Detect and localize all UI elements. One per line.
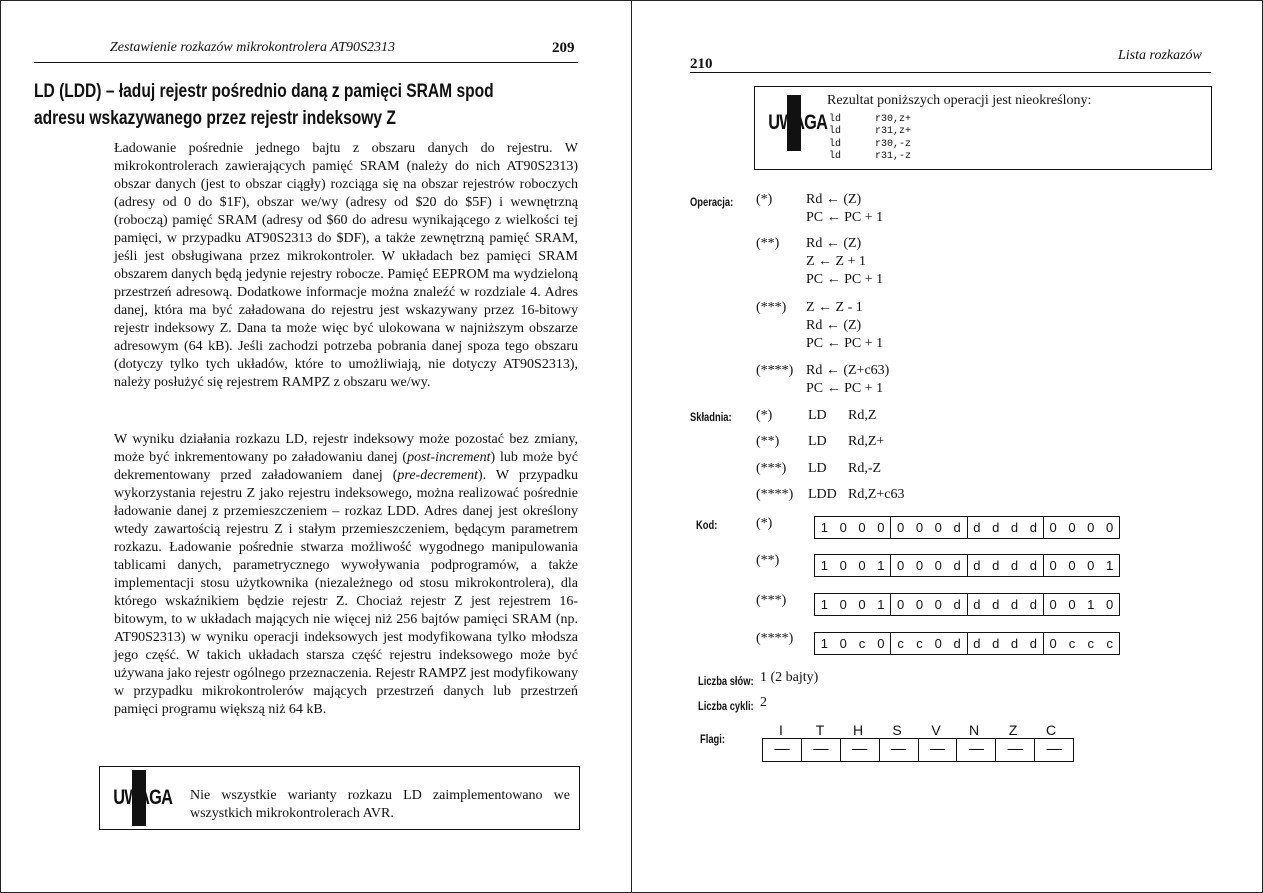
syntax-marker: (**) [756, 434, 780, 449]
flag-value: — [1046, 741, 1062, 757]
syntax-marker: (****) [756, 487, 794, 502]
opcode-nibble [1044, 555, 1119, 576]
code-line: ld r30,-z [829, 138, 912, 150]
flag-value: — [957, 739, 996, 761]
opcode-bit: d [973, 520, 981, 535]
code-marker: (***) [756, 593, 787, 608]
opcode-bit: d [1010, 558, 1019, 573]
syntax-mnemonic: LDD [808, 487, 837, 502]
opcode-bit: 0 [839, 520, 847, 535]
operation-line: PC ← PC + 1 [806, 381, 884, 396]
operation-line: Z ← Z + 1 [806, 254, 866, 269]
syntax-marker: (*) [756, 408, 773, 423]
opcode-bit: d [992, 636, 1000, 651]
syntax-operands: Rd,Z+c63 [848, 487, 905, 502]
opcode-encoding [814, 632, 1120, 655]
code-marker: (*) [756, 516, 773, 531]
paragraph-1: Ładowanie pośrednie jednego bajtu z obszaru danych do rejestru. W mikrokontrolerach zawierających pamięć SRAM (należy do nich AT90S2313) obszar danych (jest to obszar ciągły) rozciąga się na obszar rejestrów roboczych (adresy od 0 do $1F), obszar we/wy (adresy od $20 do $5F) i wewnętrzną (roboczą) pamięć SRAM (adresy od $60 do adresu wynikającego z wielkości tej pamięci, w przypadku AT90S2313 do $DF), a także zewnętrzną pamięć SRAM, jeśli jest obsługiwana przez mikrokontroler. W układach bez pamięci SRAM obszarem danych będą jedynie rejestry robocze. Pamięć EEPROM ma wydzieloną przestrzeń adresową. Dodatkowe informacje można znaleźć w rozdziale 4. Adres danej, która ma być załadowana do rejestru jest wskazywany przez 16-bitowy rejestr indeksowy Z. Dana ta może więc być ulokowana w najniższym obszarze adresowym (64 kB). Jeśli zachodzi potrzeba pobrania danej spoza tego obszaru (dotyczy tylko tych układów, które to umożliwiają, nie dotyczy AT90S2313), należy posłużyć się rejestrem RAMPZ z obszaru we/wy. [114, 141, 578, 390]
opcode-bit: d [992, 520, 1000, 535]
opcode-bit: 0 [915, 558, 924, 573]
opcode-bit: d [1029, 558, 1037, 573]
opcode-bit: 0 [897, 520, 905, 535]
uwaga-note-text: Nie wszystkie warianty rozkazu LD zaimplementowano we wszystkich mikrokontrolerach AVR. [190, 788, 570, 821]
cycles-value: 2 [760, 695, 767, 710]
opcode-bit: d [992, 558, 1000, 573]
syntax-operands: Rd,Z+ [848, 434, 885, 449]
flag-value: — [880, 739, 919, 761]
uwaga-note-box [99, 766, 580, 830]
flag-name: I [779, 722, 783, 738]
opcode-bit: d [1029, 636, 1037, 651]
opcode-bit: 0 [877, 520, 885, 535]
cycles-label: Liczba cykli: [698, 699, 754, 713]
opcode-bit: 0 [858, 558, 866, 573]
opcode-bit: 0 [934, 597, 942, 612]
opcode-bit: c [1087, 636, 1095, 651]
operation-line: PC ← PC + 1 [806, 272, 884, 287]
opcode-nibble [815, 555, 891, 576]
code-line: ld r31,-z [829, 150, 912, 162]
right-page [632, 0, 1263, 893]
flags-table [762, 738, 1074, 762]
code-marker: (**) [756, 553, 780, 568]
opcode-nibble [891, 633, 967, 654]
opcode-bit: 1 [820, 558, 829, 573]
code-label: Kod: [696, 518, 718, 532]
opcode-bit: d [1010, 597, 1019, 612]
heading-line-1: LD (LDD) – ładuj rejestr pośrednio daną z pamięci SRAM spod [34, 81, 494, 102]
code-line: ld r31,z+ [829, 126, 912, 138]
opcode-bit: 0 [839, 636, 847, 651]
opcode-bit: 0 [1068, 558, 1076, 573]
operation-marker: (****) [756, 363, 794, 378]
opcode-bit: 0 [897, 558, 905, 573]
flag-value: — [919, 739, 958, 761]
operation-line: PC ← PC + 1 [806, 336, 884, 351]
opcode-bit: 0 [1068, 520, 1076, 535]
flag-name: C [1045, 722, 1057, 738]
opcode-bit: 1 [820, 636, 829, 651]
uwaga-note-title: Rezultat poniższych operacji jest nieokreślony: [827, 93, 1092, 108]
opcode-nibble [1044, 633, 1119, 654]
header-rule [34, 62, 578, 63]
uwaga-warning-icon: UWAGA [761, 95, 827, 151]
opcode-encoding [814, 554, 1120, 577]
opcode-nibble [815, 594, 891, 615]
code-line: ld r30,z+ [829, 114, 912, 125]
left-page-number: 209 [552, 40, 575, 56]
opcode-bit: d [992, 597, 1000, 612]
opcode-bit: 0 [839, 558, 847, 573]
opcode-bit: 0 [934, 520, 942, 535]
flag-name: V [931, 722, 941, 738]
opcode-nibble [891, 594, 967, 615]
opcode-bit: c [916, 636, 923, 651]
operation-marker: (*) [756, 192, 773, 207]
undefined-code-list [829, 114, 911, 163]
opcode-bit: d [953, 636, 961, 651]
left-running-header: Zestawienie rozkazów mikrokontrolera AT90S2313 [110, 40, 396, 55]
opcode-bit: 0 [1087, 520, 1095, 535]
opcode-bit: c [897, 636, 904, 651]
syntax-operands: Rd,Z [848, 408, 877, 423]
right-running-header: Lista rozkazów [1118, 48, 1202, 63]
opcode-bit: c [858, 636, 866, 651]
opcode-nibble [815, 633, 891, 654]
operation-line: Rd ← (Z) [806, 192, 862, 207]
operation-line: Rd ← (Z) [806, 236, 862, 251]
opcode-nibble [891, 517, 967, 538]
opcode-bit: 1 [1087, 597, 1095, 612]
header-rule [690, 72, 1211, 73]
opcode-bit: d [1010, 636, 1019, 651]
operation-marker: (**) [756, 236, 780, 251]
opcode-bit: d [973, 597, 981, 612]
opcode-bit: 0 [915, 520, 924, 535]
opcode-bit: d [953, 597, 961, 612]
opcode-nibble [968, 594, 1044, 615]
words-label: Liczba słów: [698, 674, 754, 688]
opcode-nibble [968, 633, 1044, 654]
opcode-bit: 1 [877, 558, 885, 573]
operation-line: PC ← PC + 1 [806, 210, 884, 225]
opcode-bit: d [973, 636, 981, 651]
opcode-bit: 0 [934, 558, 942, 573]
opcode-nibble [968, 517, 1044, 538]
operation-line: Rd ← (Z+c63) [806, 363, 890, 378]
opcode-bit: 0 [877, 636, 885, 651]
opcode-bit: 0 [934, 636, 942, 651]
words-value: 1 (2 bajty) [760, 670, 819, 685]
opcode-bit: 0 [1049, 636, 1057, 651]
opcode-nibble [1044, 517, 1119, 538]
code-marker: (****) [756, 631, 794, 646]
syntax-mnemonic: LD [808, 408, 827, 423]
operation-line: Rd ← (Z) [806, 318, 862, 333]
flag-name: Z [1008, 722, 1018, 738]
opcode-bit: 1 [820, 597, 829, 612]
opcode-bit: 0 [1105, 520, 1114, 535]
flag-name: S [892, 722, 902, 738]
flag-name: T [815, 722, 825, 738]
operation-label: Operacja: [690, 195, 734, 209]
opcode-bit: d [1029, 520, 1037, 535]
opcode-bit: 1 [820, 520, 829, 535]
flag-name: N [968, 722, 980, 738]
opcode-nibble [891, 555, 967, 576]
flag-value: — [763, 739, 802, 761]
flag-value: — [996, 739, 1035, 761]
opcode-bit: 0 [915, 597, 924, 612]
opcode-bit: c [1068, 636, 1076, 651]
syntax-mnemonic: LD [808, 461, 827, 476]
paragraph-2-part-a: W wyniku działania rozkazu LD, rejestr indeksowy może pozostać bez zmiany, może być inkrementowany po załadowaniu danej ( [114, 432, 578, 465]
opcode-bit: 0 [1105, 597, 1114, 612]
opcode-bit: c [1106, 636, 1113, 651]
opcode-bit: d [953, 558, 961, 573]
uwaga-note-box [754, 86, 1212, 170]
heading-line-2: adresu wskazywanego przez rejestr indeksowy Z [34, 108, 396, 129]
syntax-operands: Rd,-Z [848, 461, 882, 476]
opcode-nibble [968, 555, 1044, 576]
opcode-nibble [1044, 594, 1119, 615]
flag-name: H [852, 722, 864, 738]
opcode-bit: 0 [1049, 597, 1057, 612]
opcode-bit: d [953, 520, 961, 535]
syntax-label: Składnia: [690, 410, 732, 424]
section-heading [34, 78, 493, 132]
opcode-encoding [814, 516, 1120, 539]
paragraph-2-part-c: ). W przypadku wykorzystania rejestru Z jako rejestru indeksowego, można realizować pośrednie ładowanie danej z przemieszczeniem – rozkaz LDD. Adres danej jest określony wtedy zawartością rejestru Z i stałym przemieszczeniem, będącym parametrem rozkazu. Ładowanie pośrednie stwarza możliwość wygodnego manipulowania tablicami danych, parametrycznego wywoływania podprogramów, a także implementacji stosu użytkownika (niezależnego od stosu mikrokontrolera), dla którego wskaźnikiem będzie rejestr Z. Chociaż rejestr Z jest rejestrem 16-bitowym, to w układach mających nie więcej niż 256 bajtów pamięci SRAM (np. AT90S2313) w wyniku operacji indeksowych jest modyfikowana tylko młodsza jego część. W takich układach starsza część rejestru indeksowego może być używana jako rejestr ogólnego przeznaczenia. Rejestr RAMPZ jest modyfikowany w przypadku mikrokontrolerów mających przestrzeń danych lub przestrzeń pamięci programu większą niż 64 kB. [114, 468, 578, 717]
paragraph-2 [114, 431, 578, 719]
opcode-bit: 0 [1087, 558, 1095, 573]
opcode-bit: d [1010, 520, 1019, 535]
flag-value: — [841, 739, 880, 761]
opcode-bit: 1 [877, 597, 885, 612]
opcode-bit: 0 [839, 597, 847, 612]
right-page-number: 210 [690, 56, 713, 72]
operation-line: Z ← Z - 1 [806, 300, 863, 315]
uwaga-warning-icon: UWAGA [106, 770, 172, 826]
opcode-bit: 0 [897, 597, 905, 612]
opcode-encoding [814, 593, 1120, 616]
operation-marker: (***) [756, 300, 787, 315]
opcode-bit: 1 [1105, 558, 1114, 573]
syntax-marker: (***) [756, 461, 787, 476]
flags-label: Flagi: [700, 732, 725, 746]
flag-value: — [802, 739, 841, 761]
term-pre-decrement: pre-decrement [397, 468, 478, 483]
opcode-bit: 0 [858, 597, 866, 612]
term-post-increment: post-increment [407, 450, 491, 465]
paragraph-2-part-b: ) lub może być dekrementowany przed załadowaniem danej ( [114, 450, 578, 483]
opcode-bit: d [973, 558, 981, 573]
opcode-bit: d [1029, 597, 1037, 612]
left-page [0, 0, 631, 893]
opcode-nibble [815, 517, 891, 538]
opcode-bit: 0 [1049, 558, 1057, 573]
opcode-bit: 0 [1049, 520, 1057, 535]
opcode-bit: 0 [858, 520, 866, 535]
syntax-mnemonic: LD [808, 434, 827, 449]
opcode-bit: 0 [1068, 597, 1076, 612]
